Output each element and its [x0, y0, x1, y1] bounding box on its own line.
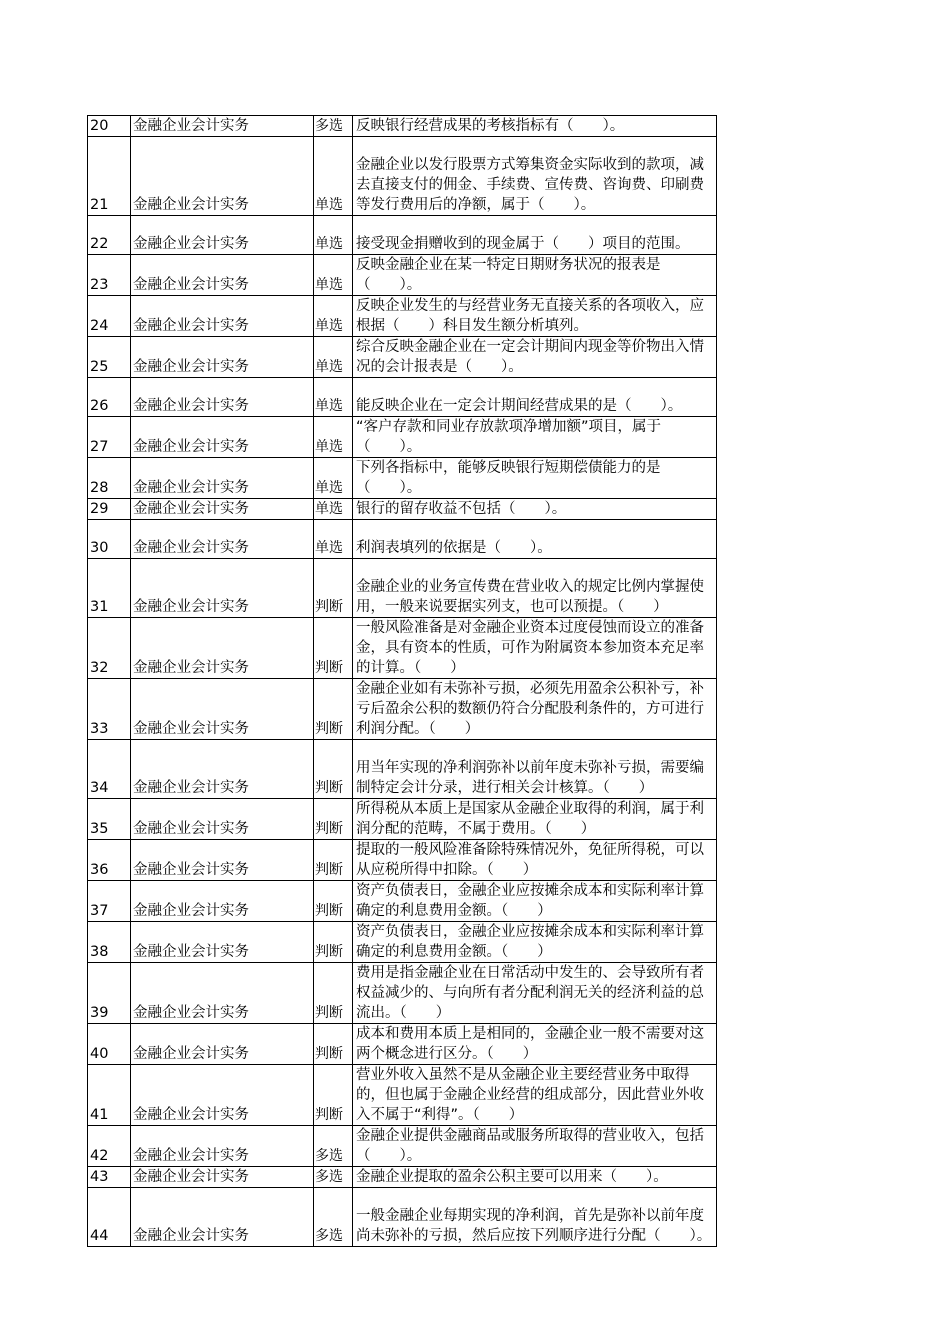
question-type-cell: 判断 [314, 740, 353, 799]
subject-cell: 金融企业会计实务 [131, 881, 314, 922]
subject-cell: 金融企业会计实务 [131, 799, 314, 840]
subject-cell: 金融企业会计实务 [131, 1024, 314, 1065]
question-text-cell: 反映企业发生的与经营业务无直接关系的各项收入，应根据（ ）科目发生额分析填列。 [353, 296, 717, 337]
table-row [88, 881, 717, 922]
subject-cell: 金融企业会计实务 [131, 337, 314, 378]
question-number-cell: 24 [88, 296, 131, 337]
subject-cell: 金融企业会计实务 [131, 559, 314, 618]
question-number-cell: 44 [88, 1188, 131, 1247]
table-row [88, 458, 717, 499]
question-type-cell: 判断 [314, 881, 353, 922]
question-text-cell: 一般风险准备是对金融企业资本过度侵蚀而设立的准备金，具有资本的性质，可作为附属资本参加资本充足率的计算。（ ） [353, 618, 717, 679]
question-text-cell: 一般金融企业每期实现的净利润，首先是弥补以前年度尚未弥补的亏损，然后应按下列顺序进行分配（ ）。 [353, 1188, 717, 1247]
question-type-cell: 单选 [314, 520, 353, 559]
question-text-cell: 接受现金捐赠收到的现金属于（ ）项目的范围。 [353, 216, 717, 255]
subject-cell: 金融企业会计实务 [131, 255, 314, 296]
question-text-cell: 综合反映金融企业在一定会计期间内现金等价物出入情况的会计报表是（ ）。 [353, 337, 717, 378]
table-row [88, 337, 717, 378]
question-type-cell: 判断 [314, 559, 353, 618]
question-type-cell: 单选 [314, 255, 353, 296]
subject-cell: 金融企业会计实务 [131, 499, 314, 520]
table-row [88, 799, 717, 840]
question-type-cell: 判断 [314, 799, 353, 840]
question-type-cell: 判断 [314, 922, 353, 963]
question-number-cell: 40 [88, 1024, 131, 1065]
question-type-cell: 判断 [314, 840, 353, 881]
subject-cell: 金融企业会计实务 [131, 1126, 314, 1167]
question-type-cell: 单选 [314, 378, 353, 417]
table-row [88, 559, 717, 618]
question-number-cell: 29 [88, 499, 131, 520]
question-text-cell: 金融企业的业务宣传费在营业收入的规定比例内掌握使用，一般来说要据实列支，也可以预提。（ ） [353, 559, 717, 618]
table-row [88, 1065, 717, 1126]
subject-cell: 金融企业会计实务 [131, 378, 314, 417]
table-row [88, 499, 717, 520]
question-text-cell: 下列各指标中，能够反映银行短期偿债能力的是（ ）。 [353, 458, 717, 499]
subject-cell: 金融企业会计实务 [131, 137, 314, 216]
question-number-cell: 31 [88, 559, 131, 618]
question-number-cell: 41 [88, 1065, 131, 1126]
question-text-cell: 银行的留存收益不包括（ ）。 [353, 499, 717, 520]
question-number-cell: 22 [88, 216, 131, 255]
subject-cell: 金融企业会计实务 [131, 216, 314, 255]
subject-cell: 金融企业会计实务 [131, 840, 314, 881]
question-number-cell: 43 [88, 1167, 131, 1188]
table-row [88, 618, 717, 679]
subject-cell: 金融企业会计实务 [131, 1065, 314, 1126]
table-row [88, 963, 717, 1024]
question-number-cell: 25 [88, 337, 131, 378]
subject-cell: 金融企业会计实务 [131, 922, 314, 963]
subject-cell: 金融企业会计实务 [131, 740, 314, 799]
question-table [87, 115, 717, 1247]
question-type-cell: 单选 [314, 296, 353, 337]
question-type-cell: 单选 [314, 337, 353, 378]
subject-cell: 金融企业会计实务 [131, 618, 314, 679]
question-type-cell: 单选 [314, 417, 353, 458]
question-number-cell: 20 [88, 116, 131, 137]
subject-cell: 金融企业会计实务 [131, 1188, 314, 1247]
question-number-cell: 33 [88, 679, 131, 740]
table-row [88, 840, 717, 881]
table-row [88, 1024, 717, 1065]
table-row [88, 740, 717, 799]
question-number-cell: 36 [88, 840, 131, 881]
question-type-cell: 判断 [314, 963, 353, 1024]
question-text-cell: 金融企业提供金融商品或服务所取得的营业收入，包括（ ）。 [353, 1126, 717, 1167]
question-number-cell: 26 [88, 378, 131, 417]
question-type-cell: 多选 [314, 1167, 353, 1188]
table-row [88, 417, 717, 458]
question-text-cell: 金融企业如有未弥补亏损，必须先用盈余公积补亏，补亏后盈余公积的数额仍符合分配股利条件的，方可进行利润分配。（ ） [353, 679, 717, 740]
question-text-cell: 费用是指金融企业在日常活动中发生的、会导致所有者权益减少的、与向所有者分配利润无关的经济利益的总流出。（ ） [353, 963, 717, 1024]
question-type-cell: 单选 [314, 216, 353, 255]
question-number-cell: 32 [88, 618, 131, 679]
question-number-cell: 30 [88, 520, 131, 559]
table-row [88, 520, 717, 559]
question-text-cell: 资产负债表日，金融企业应按摊余成本和实际利率计算确定的利息费用金额。（ ） [353, 881, 717, 922]
question-type-cell: 单选 [314, 458, 353, 499]
question-type-cell: 判断 [314, 679, 353, 740]
subject-cell: 金融企业会计实务 [131, 296, 314, 337]
subject-cell: 金融企业会计实务 [131, 679, 314, 740]
question-type-cell: 多选 [314, 1188, 353, 1247]
subject-cell: 金融企业会计实务 [131, 963, 314, 1024]
question-type-cell: 判断 [314, 1065, 353, 1126]
question-type-cell: 单选 [314, 499, 353, 520]
subject-cell: 金融企业会计实务 [131, 520, 314, 559]
table-row [88, 255, 717, 296]
question-type-cell: 单选 [314, 137, 353, 216]
question-text-cell: 成本和费用本质上是相同的，金融企业一般不需要对这两个概念进行区分。（ ） [353, 1024, 717, 1065]
question-number-cell: 35 [88, 799, 131, 840]
subject-cell: 金融企业会计实务 [131, 1167, 314, 1188]
table-row [88, 1188, 717, 1247]
table-row [88, 378, 717, 417]
subject-cell: 金融企业会计实务 [131, 116, 314, 137]
question-text-cell: 营业外收入虽然不是从金融企业主要经营业务中取得的，但也属于金融企业经营的组成部分，因此营业外收入不属于“利得”。（ ） [353, 1065, 717, 1126]
question-number-cell: 38 [88, 922, 131, 963]
question-number-cell: 37 [88, 881, 131, 922]
question-type-cell: 判断 [314, 1024, 353, 1065]
question-table-body [88, 116, 717, 1247]
table-row [88, 216, 717, 255]
question-text-cell: 反映金融企业在某一特定日期财务状况的报表是（ ）。 [353, 255, 717, 296]
question-type-cell: 多选 [314, 116, 353, 137]
question-text-cell: 金融企业以发行股票方式筹集资金实际收到的款项，减去直接支付的佣金、手续费、宣传费、咨询费、印刷费等发行费用后的净额，属于（ ）。 [353, 137, 717, 216]
table-row [88, 922, 717, 963]
question-text-cell: 反映银行经营成果的考核指标有（ ）。 [353, 116, 717, 137]
table-row [88, 1126, 717, 1167]
table-row [88, 137, 717, 216]
subject-cell: 金融企业会计实务 [131, 458, 314, 499]
question-text-cell: 利润表填列的依据是（ ）。 [353, 520, 717, 559]
question-text-cell: 金融企业提取的盈余公积主要可以用来（ ）。 [353, 1167, 717, 1188]
question-number-cell: 42 [88, 1126, 131, 1167]
question-number-cell: 28 [88, 458, 131, 499]
table-row [88, 296, 717, 337]
question-text-cell: “客户存款和同业存放款项净增加额”项目，属于（ ）。 [353, 417, 717, 458]
question-text-cell: 所得税从本质上是国家从金融企业取得的利润，属于利润分配的范畴，不属于费用。（ ） [353, 799, 717, 840]
question-text-cell: 能反映企业在一定会计期间经营成果的是（ ）。 [353, 378, 717, 417]
subject-cell: 金融企业会计实务 [131, 417, 314, 458]
question-number-cell: 27 [88, 417, 131, 458]
question-text-cell: 用当年实现的净利润弥补以前年度未弥补亏损，需要编制特定会计分录，进行相关会计核算。（ ） [353, 740, 717, 799]
question-type-cell: 判断 [314, 618, 353, 679]
table-row [88, 1167, 717, 1188]
question-number-cell: 21 [88, 137, 131, 216]
question-type-cell: 多选 [314, 1126, 353, 1167]
question-number-cell: 23 [88, 255, 131, 296]
question-number-cell: 39 [88, 963, 131, 1024]
question-text-cell: 资产负债表日，金融企业应按摊余成本和实际利率计算确定的利息费用金额。（ ） [353, 922, 717, 963]
table-row [88, 116, 717, 137]
question-text-cell: 提取的一般风险准备除特殊情况外，免征所得税，可以从应税所得中扣除。（ ） [353, 840, 717, 881]
table-row [88, 679, 717, 740]
question-number-cell: 34 [88, 740, 131, 799]
